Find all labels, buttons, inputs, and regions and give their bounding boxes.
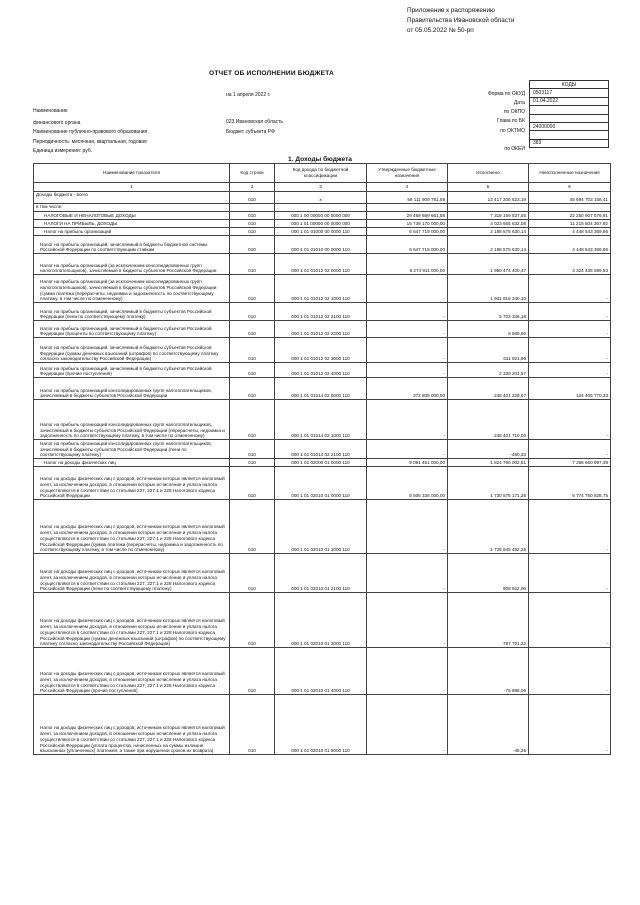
row-line-code: 010: [230, 440, 275, 459]
row-name: Налог на доходы физических лиц с доходов, источником которых является налоговый агент, за исключением доходов, в отношении которых исчисление и уплата налога осуществляются в соответствии со статьями 227, 227.1 и 228 Налогового кодекса Российской Федерации (уплата процентов, начисленных на суммы излишне взысканных (уплаченных) платежей, а также при нарушении сроков их возврата): [34, 695, 230, 755]
row-approved: 59 111 909 781,59: [367, 192, 448, 204]
table-row: [34, 220, 611, 228]
row-name: Налог на прибыль организаций, зачисляемый в бюджеты бюджетной системы Российской Федерации по соответствующим ставкам: [34, 236, 230, 254]
row-kbk: 000 1 01 01012 02 2200 110: [275, 321, 367, 338]
row-approved: 8 505 336 000,00: [367, 467, 448, 500]
codes-label-okud: Форма по ОКУД: [487, 91, 525, 97]
codes-label-okpo: по ОКПО: [503, 109, 525, 115]
row-kbk: [275, 204, 367, 212]
approval-line-3: от 05.05.2022 № 50-рп: [407, 26, 474, 34]
row-kbk: 000 1 01 01012 02 1000 110: [275, 275, 367, 303]
table-row: [34, 338, 611, 363]
row-executed: 2 339 201,57: [448, 363, 529, 378]
row-kbk: 000 1 01 02010 01 5000 110: [275, 695, 367, 755]
row-approved: 6 647 719 000,00: [367, 236, 448, 254]
row-name: Налог на прибыль организаций консолидированных групп налогоплательщиков, зачисляемый в бюджеты субъектов Российской Федерации (перерасчеты, недоимка и задолженность по соответствующему платежу, в том числе по отмененному): [34, 400, 230, 440]
row-approved: -: [367, 303, 448, 321]
row-name: Налог на прибыль организаций: [34, 228, 230, 236]
row-approved: -: [367, 440, 448, 459]
row-approved: -: [367, 500, 448, 554]
row-approved: 372 808 000,00: [367, 378, 448, 400]
codes-value-blank: [530, 131, 609, 139]
row-line-code: 010: [230, 220, 275, 228]
col-number: 5: [448, 183, 529, 192]
row-line-code: 010: [230, 695, 275, 755]
row-executed: 4 023 665 632,08: [448, 220, 529, 228]
col-number: 3: [275, 183, 367, 192]
row-executed: [448, 204, 529, 212]
approval-block: [407, 6, 514, 36]
row-unexecuted: -: [529, 303, 611, 321]
row-name: Налог на прибыль организаций, зачисляемый в бюджеты субъектов Российской Федерации (пени по соответствующему платежу): [34, 303, 230, 321]
row-name: Налог на доходы физических лиц с доходов, источником которых является налоговый агент, за исключением доходов, в отношении которых исчисление и уплата налога осуществляются в соответствии со статьями 227, 227.1 и 228 Налогового кодекса Российской Федерации (сумма платежа (перерасчеты, недоимка и задолженность по соответствующему платежу, в том числе по отмененному): [34, 500, 230, 554]
row-unexecuted: -: [529, 554, 611, 593]
row-name: Налог на доходы физических лиц с доходов, источником которых является налоговый агент, за исключением доходов, в отношении которых исчисление и уплата налога осуществляются в соответствии со статьями 227, 227.1 и 228 Налогового кодекса Российской Федерации: [34, 467, 230, 500]
row-kbk: 000 1 01 02010 01 0000 110: [275, 467, 367, 500]
row-line-code: 010: [230, 192, 275, 204]
row-line-code: 010: [230, 378, 275, 400]
header-unexecuted: Неисполненные назначения: [529, 164, 611, 183]
row-kbk: 000 1 01 01012 02 3000 110: [275, 338, 367, 363]
row-approved: -: [367, 363, 448, 378]
row-line-code: 010: [230, 321, 275, 338]
row-kbk: 000 1 01 01014 02 2100 110: [275, 440, 367, 459]
row-line-code: 010: [230, 593, 275, 648]
row-approved: -: [367, 593, 448, 648]
table-row: [34, 467, 611, 500]
row-executed: -76 888,06: [448, 648, 529, 695]
table-row: [34, 321, 611, 338]
row-name: Налог на прибыль организаций, зачисляемый в бюджеты субъектов Российской Федерации (прочие поступления): [34, 363, 230, 378]
row-executed: -480,33: [448, 440, 529, 459]
row-executed: 797 701,22: [448, 593, 529, 648]
row-kbk: 000 1 01 01014 02 0000 110: [275, 378, 367, 400]
row-executed: 1 824 790 002,61: [448, 459, 529, 467]
fin-organ-label: финансового органа: [33, 120, 81, 126]
row-executed: 908 922,06: [448, 554, 529, 593]
codes-value-okpo: [530, 106, 609, 114]
header-kbk: Код дохода по бюджетной классификации: [275, 164, 367, 183]
codes-header: КОДЫ: [530, 81, 609, 89]
row-executed: 611 921,96: [448, 338, 529, 363]
row-kbk: 000 1 01 00000 00 0000 000: [275, 220, 367, 228]
row-executed: 2 198 575 630,14: [448, 228, 529, 236]
row-unexecuted: -: [529, 500, 611, 554]
row-name: Налог на прибыль организаций консолидированных групп налогоплательщиков, зачисляемый в бюджеты субъектов Российской Федерации: [34, 378, 230, 400]
row-kbk: 000 1 01 01012 02 0000 110: [275, 254, 367, 275]
row-executed: 5 703 346,18: [448, 303, 529, 321]
row-executed: 1 728 945 482,25: [448, 500, 529, 554]
table-row: [34, 440, 611, 459]
row-name: Доходы бюджета - всего: [34, 192, 230, 204]
row-approved: -: [367, 554, 448, 593]
row-line-code: 010: [230, 467, 275, 500]
row-unexecuted: 4 324 436 599,53: [529, 254, 611, 275]
row-approved: -: [367, 648, 448, 695]
report-date: на 1 апреля 2022 г.: [226, 92, 271, 98]
row-approved: 6 274 911 000,00: [367, 254, 448, 275]
row-name: Налог на доходы физических лиц с доходов, источником которых является налоговый агент, за исключением доходов, в отношении которых исчисление и уплата налога осуществляются в соответствии со статьями 227, 227.1 и 228 Налогового кодекса Российской Федерации (суммы денежных взысканий (штрафов) по соответствующему платежу согласно законодательству Российской Федерации): [34, 593, 230, 648]
row-unexecuted: 124 406 770,33: [529, 378, 611, 400]
row-unexecuted: 7 266 660 997,39: [529, 459, 611, 467]
table-row: [34, 695, 611, 755]
row-name: Налог на прибыль организаций консолидированных групп налогоплательщиков, зачисляемый в бюджеты субъектов Российской Федерации (пени по соответствующему платежу): [34, 440, 230, 459]
table-row: [34, 400, 611, 440]
row-approved: -: [367, 695, 448, 755]
pub-entity-label: Наименование публично-правового образования: [33, 129, 148, 135]
codes-value-okei: 383: [530, 139, 609, 147]
row-executed: 7 318 159 537,55: [448, 212, 529, 220]
row-line-code: 010: [230, 500, 275, 554]
codes-value-oktmo: 24000000: [530, 122, 609, 130]
row-unexecuted: -: [529, 363, 611, 378]
row-line-code: 010: [230, 338, 275, 363]
row-approved: 6 647 719 000,00: [367, 228, 448, 236]
row-kbk: 000 1 01 01000 00 0000 110: [275, 228, 367, 236]
table-row: [34, 593, 611, 648]
row-approved: -: [367, 321, 448, 338]
row-approved: -: [367, 400, 448, 440]
row-kbk: 000 1 01 02010 01 1000 110: [275, 500, 367, 554]
row-unexecuted: -: [529, 695, 611, 755]
row-unexecuted: -: [529, 593, 611, 648]
row-unexecuted: -: [529, 440, 611, 459]
row-name: НАЛОГИ НА ПРИБЫЛЬ, ДОХОДЫ: [34, 220, 230, 228]
revenue-table: [33, 163, 611, 755]
header-name: Наименование показателя: [34, 164, 230, 183]
codes-label-date: Дата: [513, 100, 525, 106]
row-executed: 1 941 818 340,10: [448, 275, 529, 303]
table-row: [34, 378, 611, 400]
row-name: Налог на прибыль организаций, зачисляемый в бюджеты субъектов Российской Федерации (суммы денежных взысканий (штрафов) по соответствующему платежу согласно законодательству Российской Федерации): [34, 338, 230, 363]
table-row: [34, 275, 611, 303]
section-title: 1. Доходы бюджета: [288, 156, 352, 163]
table-row: [34, 303, 611, 321]
row-name: Налог на доходы физических лиц: [34, 459, 230, 467]
table-row: [34, 236, 611, 254]
table-row: [34, 204, 611, 212]
row-kbk: 000 1 01 02010 01 2100 110: [275, 554, 367, 593]
row-name: Налог на прибыль организаций (за исключением консолидированных групп налогоплательщиков), зачисляемый в бюджеты субъектов Российской Федерации: [34, 254, 230, 275]
row-kbk: 000 1 01 01012 02 4000 110: [275, 363, 367, 378]
row-unexecuted: 11 215 504 367,92: [529, 220, 611, 228]
table-row: [34, 228, 611, 236]
row-kbk: 000 1 01 01012 02 2100 110: [275, 303, 367, 321]
row-unexecuted: 45 694 703 158,41: [529, 192, 611, 204]
table-row: [34, 212, 611, 220]
row-line-code: 010: [230, 648, 275, 695]
row-unexecuted: [529, 204, 611, 212]
row-kbk: 000 1 00 00000 00 0000 000: [275, 212, 367, 220]
pub-entity-value: Бюджет субъекта РФ: [226, 129, 275, 135]
header-executed: Исполнено: [448, 164, 529, 183]
approval-line-1: Приложение к распоряжению: [407, 7, 495, 14]
col-number: 4: [367, 183, 448, 192]
row-unexecuted: 4 448 543 369,86: [529, 236, 611, 254]
row-unexecuted: -: [529, 400, 611, 440]
row-executed: 2 198 575 630,14: [448, 236, 529, 254]
row-unexecuted: -: [529, 275, 611, 303]
row-executed: 6 569,66: [448, 321, 529, 338]
table-row: [34, 648, 611, 695]
row-executed: 1 950 474 400,47: [448, 254, 529, 275]
row-unexecuted: 6 774 760 828,75: [529, 467, 611, 500]
fin-organ-value: 023 Ивановская область: [226, 119, 284, 125]
report-title: ОТЧЕТ ОБ ИСПОЛНЕНИИ БЮДЖЕТА: [209, 70, 335, 77]
row-kbk: 000 1 01 02010 01 4000 110: [275, 648, 367, 695]
col-number: 2: [230, 183, 275, 192]
table-row: [34, 254, 611, 275]
row-name: Налог на доходы физических лиц с доходов, источником которых является налоговый агент, за исключением доходов, в отношении которых исчисление и уплата налога осуществляются в соответствии со статьями 227, 227.1 и 228 Налогового кодекса Российской Федерации (прочие поступления): [34, 648, 230, 695]
row-kbk: 000 1 01 02010 01 3000 110: [275, 593, 367, 648]
codes-box: [529, 80, 609, 148]
row-approved: -: [367, 338, 448, 363]
row-line-code: [230, 204, 275, 212]
row-line-code: 010: [230, 363, 275, 378]
table-row: [34, 459, 611, 467]
row-line-code: 010: [230, 400, 275, 440]
row-executed: 248 401 710,00: [448, 400, 529, 440]
row-line-code: 010: [230, 459, 275, 467]
row-approved: 15 739 170 000,00: [367, 220, 448, 228]
row-kbk: 000 1 01 02000 01 0000 110: [275, 459, 367, 467]
col-number: 1: [34, 183, 230, 192]
periodicity-label: Периодичность: месячная, квартальная, годовая: [33, 139, 147, 145]
name-label: Наименование: [33, 108, 68, 114]
table-row: [34, 192, 611, 204]
row-line-code: 010: [230, 275, 275, 303]
approval-line-2: Правительства Ивановской области: [407, 16, 515, 24]
row-unexecuted: 22 250 907 576,91: [529, 212, 611, 220]
codes-value-glava: [530, 114, 609, 122]
row-name: Налог на прибыль организаций (за исключением консолидированных групп налогоплательщиков), зачисляемый в бюджеты субъектов Российской Федерации (сумма платежа (перерасчеты, недоимка и задолженность по соответствующему платежу, в том числе по отмененному): [34, 275, 230, 303]
row-name: Налог на прибыль организаций, зачисляемый в бюджеты субъектов Российской Федерации (проценты по соответствующему платежу): [34, 321, 230, 338]
row-unexecuted: -: [529, 321, 611, 338]
unit-label: Единица измерения: руб.: [33, 148, 93, 154]
row-unexecuted: 4 448 543 369,86: [529, 228, 611, 236]
codes-label-glava: Глава по БК: [497, 118, 525, 124]
row-executed: 1 730 575 171,25: [448, 467, 529, 500]
row-line-code: 010: [230, 254, 275, 275]
table-row: [34, 363, 611, 378]
table-row: [34, 500, 611, 554]
codes-value-okud: 0503117: [530, 89, 609, 97]
row-unexecuted: -: [529, 338, 611, 363]
row-line-code: 010: [230, 212, 275, 220]
row-executed: -46,26: [448, 695, 529, 755]
row-executed: 248 401 229,67: [448, 378, 529, 400]
row-line-code: 010: [230, 554, 275, 593]
codes-value-date: 01.04.2022: [530, 97, 609, 105]
row-name: в том числе:: [34, 204, 230, 212]
row-kbk: x: [275, 192, 367, 204]
row-approved: 9 091 451 000,00: [367, 459, 448, 467]
header-line-code: Код строки: [230, 164, 275, 183]
row-approved: -: [367, 275, 448, 303]
codes-label-okei: по ОКЕИ: [504, 146, 525, 152]
row-name: Налог на доходы физических лиц с доходов, источником которых является налоговый агент, за исключением доходов, в отношении которых исчисление и уплата налога осуществляются в соответствии со статьями 227, 227.1 и 228 Налогового кодекса Российской Федерации (пени по соответствующему платежу): [34, 554, 230, 593]
codes-label-oktmo: по ОКТМО: [500, 128, 525, 134]
row-line-code: 010: [230, 228, 275, 236]
row-line-code: 010: [230, 236, 275, 254]
row-executed: 13 417 206 623,19: [448, 192, 529, 204]
row-unexecuted: -: [529, 648, 611, 695]
table-row: [34, 554, 611, 593]
row-kbk: 000 1 01 01010 00 0000 110: [275, 236, 367, 254]
row-kbk: 000 1 01 01014 02 1000 110: [275, 400, 367, 440]
header-approved: Утвержденные бюджетные назначения: [367, 164, 448, 183]
col-number: 6: [529, 183, 611, 192]
row-approved: 29 469 589 661,58: [367, 212, 448, 220]
row-approved: [367, 204, 448, 212]
row-line-code: 010: [230, 303, 275, 321]
row-name: НАЛОГОВЫЕ И НЕНАЛОГОВЫЕ ДОХОДЫ: [34, 212, 230, 220]
